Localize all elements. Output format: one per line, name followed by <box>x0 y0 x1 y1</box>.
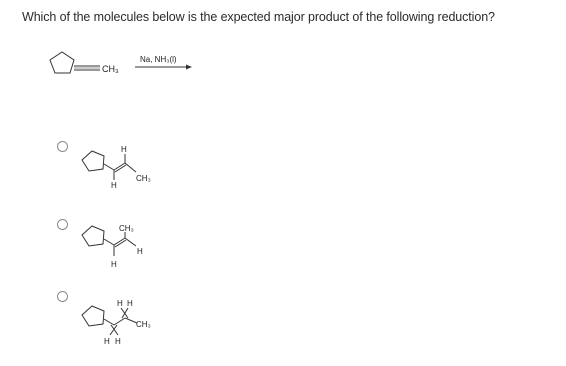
option-1-h-top: H <box>121 145 127 154</box>
option-3-h-bottom-1: H <box>104 337 110 346</box>
option-1-ch3: CH₃ <box>136 174 151 183</box>
option-3-h-top-1: H <box>117 299 123 308</box>
option-1-radio[interactable] <box>57 141 68 152</box>
reagent-label: Na, NH₃(l) <box>140 55 177 64</box>
option-3-molecule <box>82 306 137 335</box>
question-text: Which of the molecules below is the expected major product of the following reduction? <box>22 10 495 24</box>
reactant-ch3-label: CH₃ <box>102 64 119 74</box>
reaction-arrow <box>135 65 192 70</box>
option-2-ch3-top: CH₃ <box>119 224 134 233</box>
option-1-h-bottom: H <box>111 181 117 190</box>
option-2-h-bottom: H <box>111 260 117 269</box>
reactant-molecule <box>50 52 100 73</box>
option-2-h-right: H <box>137 247 143 256</box>
option-2-radio[interactable] <box>57 219 68 230</box>
option-1-molecule <box>82 151 136 180</box>
option-3-h-bottom-2: H <box>115 337 121 346</box>
option-3-h-top-2: H <box>127 299 133 308</box>
option-3-ch3: CH₃ <box>136 320 151 329</box>
option-3-radio[interactable] <box>57 291 68 302</box>
